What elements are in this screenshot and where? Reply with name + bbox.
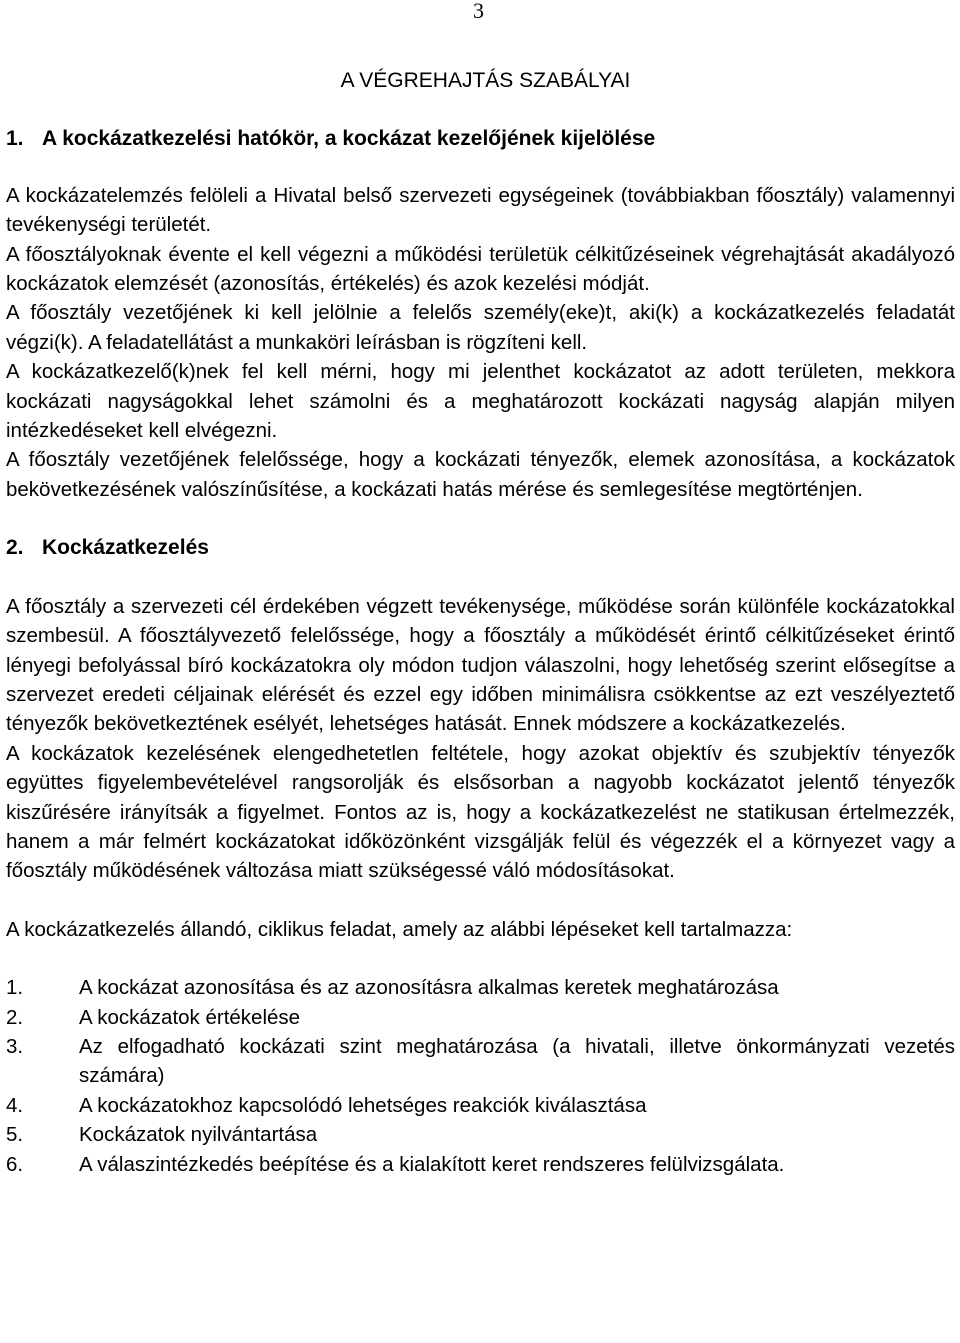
section-2-title: Kockázatkezelés [42, 536, 209, 560]
list-item-text: A kockázatok értékelése [79, 1005, 301, 1029]
section-1-paragraph: A kockázatelemzés felöleli a Hivatal belső szervezeti egységeinek (továbbiakban főosztály) valamennyi tevékenységi területét. [6, 183, 955, 237]
list-item [6, 1032, 955, 1091]
steps-intro: A kockázatkezelés állandó, ciklikus feladat, amely az alábbi lépéseket kell tartalmazza: [6, 917, 793, 941]
list-item [6, 1150, 955, 1179]
section-1-paragraph: A főosztály vezetőjének felelőssége, hogy a kockázati tényezők, elemek azonosítása, a kockázatok bekövetkezésének valószínűsítése, a kockázati hatás mérése és semlegesítése megtörténjen. [6, 448, 955, 501]
page-number: 3 [473, 0, 484, 23]
section-2-number: 2. [6, 536, 24, 560]
list-item-number: 5. [6, 1123, 24, 1147]
list-item-number: 6. [6, 1152, 24, 1176]
list-item-text: A kockázat azonosítása és az azonosításra alkalmas keretek meghatározása [79, 976, 779, 1000]
document-body [6, 66, 955, 1179]
list-item [6, 1003, 955, 1032]
list-item-text: A kockázatokhoz kapcsolódó lehetséges reakciók kiválasztása [79, 1093, 647, 1117]
list-item-number: 3. [6, 1034, 24, 1058]
list-item-text: Kockázatok nyilvántartása [79, 1123, 318, 1147]
list-item-text: Az elfogadható kockázati szint meghatározása (a hivatali, illetve önkormányzati vezetés számára) [79, 1034, 955, 1088]
list-item [6, 973, 955, 1002]
section-1-heading [6, 124, 955, 153]
list-item [6, 1091, 955, 1120]
list-item [6, 1120, 955, 1149]
section-1-paragraph: A főosztályoknak évente el kell végezni a működési területük célkitűzéseinek végrehajtását akadályozó kockázatok elemzését (azonosítás, értékelés) és azok kezelési módját. [6, 242, 955, 296]
section-2-paragraph: A kockázatok kezelésének elengedhetetlen feltétele, hogy azokat objektív és szubjektív tényezők együttes figyelembevételével rangsorolják és elsősorban a nagyobb kockázatot jelentő tényezők kiszűrésére irányítsák a figyelmet. Fontos az is, hogy a kockázatkezelést ne statikusan értelmezzék, hanem a már felmért kockázatokat időközönként vizsgálják felül és végezzék el a környezet vagy a főosztály működésének változása miatt szükségessé váló módosításokat. [6, 741, 955, 883]
document-title: A VÉGREHAJTÁS SZABÁLYAI [340, 69, 631, 92]
section-1-title: A kockázatkezelési hatókör, a kockázat kezelőjének kijelölése [42, 127, 656, 151]
section-1-number: 1. [6, 127, 24, 151]
list-item-number: 4. [6, 1093, 24, 1117]
section-2-paragraph: A főosztály a szervezeti cél érdekében végzett tevékenysége, működése során különféle kockázatokkal szembesül. A főosztályvezető felelőssége, hogy a főosztály a működését érintő célkitűzéseket érintő lényegi befolyással bíró kockázatokra oly módon tudjon válaszolni, hogy lehetőség szerint elősegítse a szervezet eredeti céljainak elérését és ezzel egy időben minimálisra csökkentse az ezt veszélyeztető tényezők bekövetkeztének esélyét, lehetséges hatását. Ennek módszere a kockázatkezelés. [6, 594, 955, 736]
steps-list [6, 973, 955, 1179]
list-item-number: 2. [6, 1005, 24, 1029]
section-1-paragraph: A főosztály vezetőjének ki kell jelölnie a felelős személy(eke)t, aki(k) a kockázatkezelés feladatát végzi(k). A feladatellátást a munkaköri leírásban is rögzíteni kell. [6, 301, 955, 354]
list-item-number: 1. [6, 976, 24, 1000]
list-item-text: A válaszintézkedés beépítése és a kialakított keret rendszeres felülvizsgálata. [79, 1152, 785, 1176]
section-2-heading [6, 533, 955, 562]
section-1-paragraph: A kockázatkezelő(k)nek fel kell mérni, hogy mi jelenthet kockázatot az adott területen, mekkora kockázati nagyságokkal lehet számolni és a meghatározott kockázati nagyság alapján milyen intézkedéseket kell elvégezni. [6, 360, 955, 443]
